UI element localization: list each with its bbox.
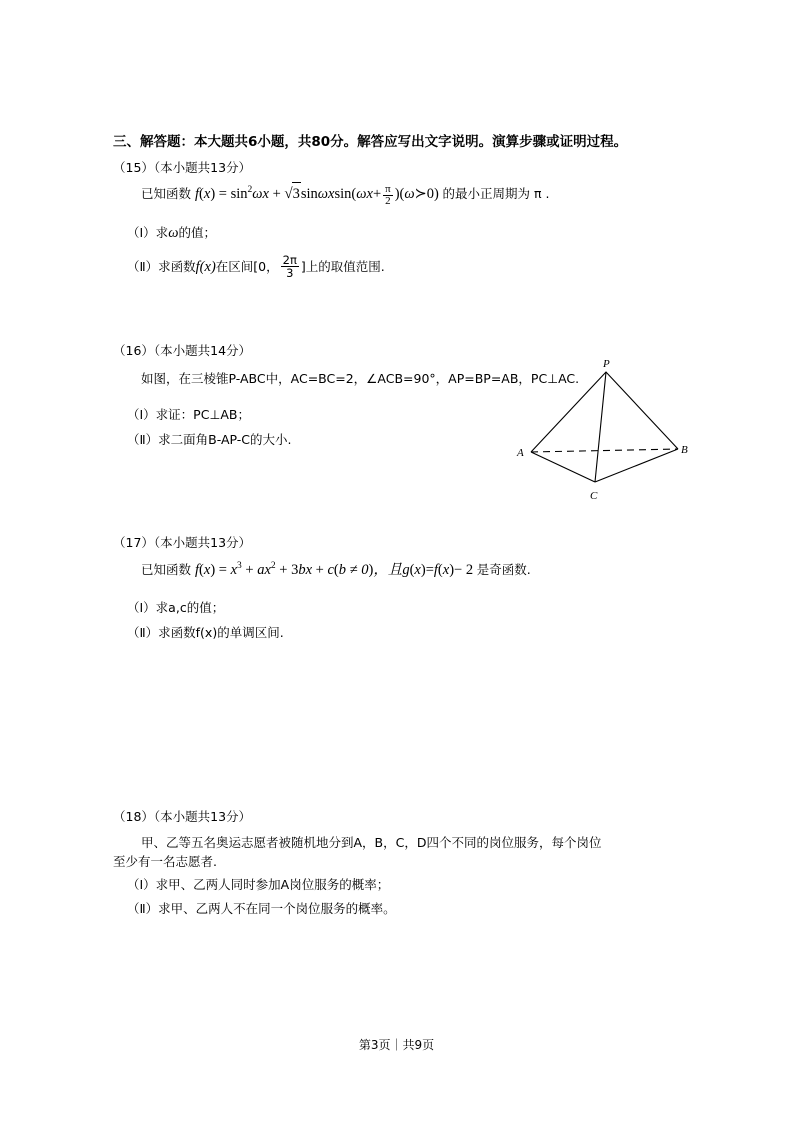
part-2-fx: f(x) (195, 258, 216, 275)
sqrt-radicand: 3 (292, 182, 301, 205)
paren-open: ( (199, 186, 204, 202)
exponent-2: 2 (247, 185, 253, 196)
part-2-math (196, 259, 216, 275)
fn-g: g (402, 562, 410, 579)
question-17-stem-suffix: 是奇函数. (476, 562, 531, 578)
question-16-label: （16） (113, 343, 154, 359)
fraction-pi-over-2 (383, 184, 393, 208)
figure-label-B: B (681, 444, 688, 457)
fn-f-17: f (195, 562, 200, 579)
question-15-stem-suffix: 的最小正周期为 π . (442, 186, 550, 201)
tetrahedron-svg (473, 357, 688, 507)
spacer-after-q17 (113, 643, 683, 705)
question-15-stem (113, 182, 683, 208)
question-18-stem-line-1: 甲、乙等五名奥运志愿者被随机地分到A，B，C，D四个不同的岗位服务，每个岗位 (141, 834, 602, 850)
coef-b: b (298, 562, 306, 579)
question-15-points: （本小题共13分） (153, 160, 252, 175)
question-17-stem (113, 559, 683, 581)
var-omega-3: ω (356, 186, 367, 202)
part-1-tail: 的值； (178, 224, 216, 240)
var-omega-2: ω (317, 186, 329, 202)
conj-and: ，且 (373, 562, 403, 579)
cond-gt: ≻ (414, 186, 427, 202)
spacer-after-q17-2 (113, 705, 683, 767)
question-16-part-1: （Ⅰ）求证：PC⊥AB； (127, 406, 250, 422)
question-18-points: （本小题共13分） (153, 808, 252, 824)
cond-b-ne-0: b ≠ 0 (338, 562, 369, 579)
var-x3: x (328, 186, 335, 202)
figure-label-C: C (590, 490, 598, 503)
question-17 (113, 533, 683, 642)
question-18-part-1: （Ⅰ）求甲、乙两人同时参加A岗位服务的概率； (127, 877, 390, 893)
spacer-after-q15 (113, 279, 683, 341)
question-15-formula: $f(x) = \sin^2\omega x + √3\sin\omega xsin(\omega x+$ $\frac{\pi}{2}$ )(ω≻0) (195, 182, 439, 208)
question-16 (113, 341, 688, 503)
question-15-part-2 (113, 254, 683, 279)
question-17-points: （本小题共13分） (153, 535, 252, 551)
section-heading: 三、解答题：本大题共6小题，共80分。解答应写出文字说明。演算步骤或证明过程。 (113, 134, 628, 150)
question-17-stem-prefix: 已知函数 (141, 562, 192, 578)
question-16-stem: 如图，在三棱锥P-ABC中，AC=BC=2，∠ACB=90°，AP=BP=AB，PC⊥AC. (141, 371, 580, 387)
var-x2: x (262, 186, 269, 202)
fraction-numerator-2: 2π (282, 253, 297, 268)
spacer-after-q17-3 (113, 767, 683, 807)
var-x4: x (366, 186, 373, 202)
plus-sign-2: + (372, 186, 382, 202)
part-2-tail2: ]上的取值范围. (300, 258, 385, 274)
var-x-17e: x (414, 562, 421, 579)
part-2-label: （Ⅱ）求函数 (127, 258, 196, 274)
question-16-part-2: （Ⅱ）求二面角B-AP-C的大小. (127, 431, 292, 447)
fraction-numerator: π (385, 182, 391, 195)
sqrt-3: √3 (284, 182, 300, 206)
question-17-number (113, 533, 683, 551)
fn-f: f (195, 186, 200, 202)
question-15-part-1 (113, 222, 683, 244)
var-x: x (203, 186, 211, 202)
question-17-formula: $f(x) = x^3 + ax^2 + 3bx + c(b \ne 0)$，且g(x)=f(x)− 2 (195, 561, 474, 579)
question-18-part-2: （Ⅱ）求甲、乙两人不在同一个岗位服务的概率。 (127, 900, 396, 916)
tetrahedron-figure (473, 357, 688, 507)
figure-label-A: A (517, 447, 524, 460)
spacer-after-q16-2 (113, 511, 683, 533)
sin-op-2: sin (300, 186, 318, 202)
sin-op: sin (230, 186, 248, 202)
question-16-points: （本小题共14分） (153, 343, 252, 359)
question-17-part-1: （Ⅰ）求a,c的值； (127, 599, 225, 615)
question-18-number (113, 807, 683, 825)
fraction-2pi-over-3 (281, 254, 299, 279)
question-18 (113, 807, 683, 919)
coef-a: a (257, 562, 265, 579)
var-x-17f: x (442, 562, 450, 579)
minus-2: − 2 (454, 562, 474, 579)
sin-op-3: sin (334, 186, 352, 202)
question-15-label: （15） (113, 160, 154, 175)
coef-3: 3 (291, 562, 299, 579)
var-x-17: x (203, 562, 211, 579)
question-18-stem-line-2: 至少有一名志愿者. (113, 853, 217, 869)
exponent-3: 3 (237, 561, 242, 572)
page-footer: 第3页｜共9页 (358, 1038, 435, 1052)
part-1-label: （Ⅰ）求 (127, 224, 169, 240)
plus-sign: + (272, 186, 281, 202)
equals-sign: = (218, 186, 227, 202)
coef-c: c (327, 562, 334, 579)
var-x-17d: x (305, 562, 313, 579)
part-1-math: ω (168, 224, 179, 241)
fraction-denominator: 2 (383, 195, 393, 208)
question-17-part-2: （Ⅱ）求函数f(x)的单调区间. (127, 625, 284, 641)
paren-close: ) (210, 186, 216, 202)
question-15-stem-prefix: 已知函数 (141, 186, 192, 201)
question-18-label: （18） (113, 808, 154, 824)
var-omega: ω (252, 186, 263, 202)
fn-f-17b: f (433, 562, 438, 579)
cond-omega: ω (404, 186, 415, 202)
cond-zero: 0 (426, 186, 435, 202)
figure-label-P: P (603, 358, 610, 371)
part-2-tail: 在区间[0， (215, 258, 279, 274)
fraction-denominator-2: 3 (281, 266, 299, 279)
var-x-17b: x (230, 562, 238, 579)
document-body (113, 130, 688, 918)
exponent-2b: 2 (270, 561, 276, 572)
question-15 (113, 158, 683, 279)
question-17-label: （17） (113, 535, 154, 551)
var-x-17c: x (264, 562, 271, 579)
question-15-number (113, 158, 683, 176)
